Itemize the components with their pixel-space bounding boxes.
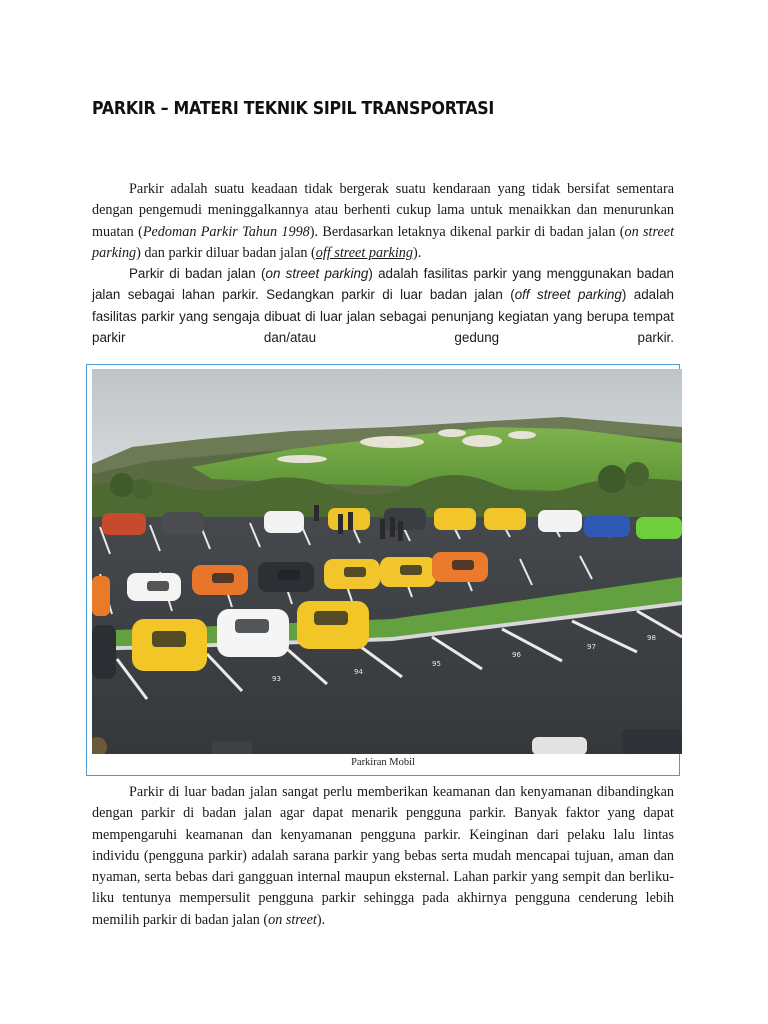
stall-number: 96 bbox=[512, 651, 521, 659]
stall-number: 93 bbox=[272, 675, 281, 683]
text-run: ) adalah fasilitas parkir yang sengaja dibuat di luar jalan sebagai penunjang kegiatan yang berupa tempat parkir dan/atau gedung parkir. bbox=[92, 287, 674, 345]
text-run: ) dan parkir diluar badan jalan ( bbox=[136, 244, 316, 261]
italic-run: on street parking bbox=[265, 266, 369, 281]
text-run: ) adalah fasilitas parkir yang menggunakan badan jalan sebagai lahan parkir. Sedangkan parkir di luar badan jalan ( bbox=[92, 266, 675, 303]
text-run: Parkir di badan jalan ( bbox=[129, 266, 266, 281]
italic-run: off street parking bbox=[514, 287, 622, 303]
italic-run: Pedoman Parkir Tahun 1998 bbox=[142, 223, 310, 240]
stall-number: 94 bbox=[354, 668, 363, 676]
stall-number: 95 bbox=[432, 660, 441, 668]
text-run: ). Berdasarkan letaknya dikenal parkir di badan jalan ( bbox=[309, 223, 625, 240]
text-run: ). bbox=[316, 911, 326, 928]
paragraph-2 bbox=[92, 263, 674, 348]
italic-run: off street parking bbox=[315, 244, 413, 261]
stall-number: 98 bbox=[647, 634, 656, 642]
text-run: Parkir di luar badan jalan sangat perlu memberikan keamanan dan kenyamanan dibandingkan dengan parkir di badan jalan agar dapat menarik pengguna parkir. Banyak faktor yang dapat mempengaruhi keamanan dan kenyamanan pengguna parkir. Keinginan dari pelaku lalu lintas individu (pengguna parkir) adalah sarana parkir yang bebas serta mudah mencapai tujuan, aman dan nyaman, serta bebas dari gangguan internal maupun eksternal. Lahan parkir yang sempit dan berliku-liku tentunya mempersulit pengguna parkir sehingga pada akhirnya pengguna cenderung lebih memilih parkir di badan jalan ( bbox=[92, 784, 674, 928]
italic-run: on street bbox=[268, 911, 317, 928]
paragraph-3 bbox=[92, 782, 674, 931]
page-title: PARKIR – MATERI TEKNIK SIPIL TRANSPORTASI bbox=[92, 98, 495, 119]
italic-run: on street parking bbox=[92, 223, 675, 261]
paragraph-1 bbox=[92, 179, 674, 264]
stall-number: 97 bbox=[587, 643, 596, 651]
text-run: ). bbox=[412, 244, 422, 261]
figure-caption: Parkiran Mobil bbox=[351, 757, 415, 768]
text-run: Parkir adalah suatu keadaan tidak bergerak suatu kendaraan yang tidak bersifat sementara dengan pengemudi meninggalkannya atau berhenti cukup lama untuk menaikkan dan menurunkan muatan ( bbox=[92, 181, 674, 240]
parking-lot-photo bbox=[92, 369, 682, 754]
figure-frame bbox=[86, 364, 680, 776]
